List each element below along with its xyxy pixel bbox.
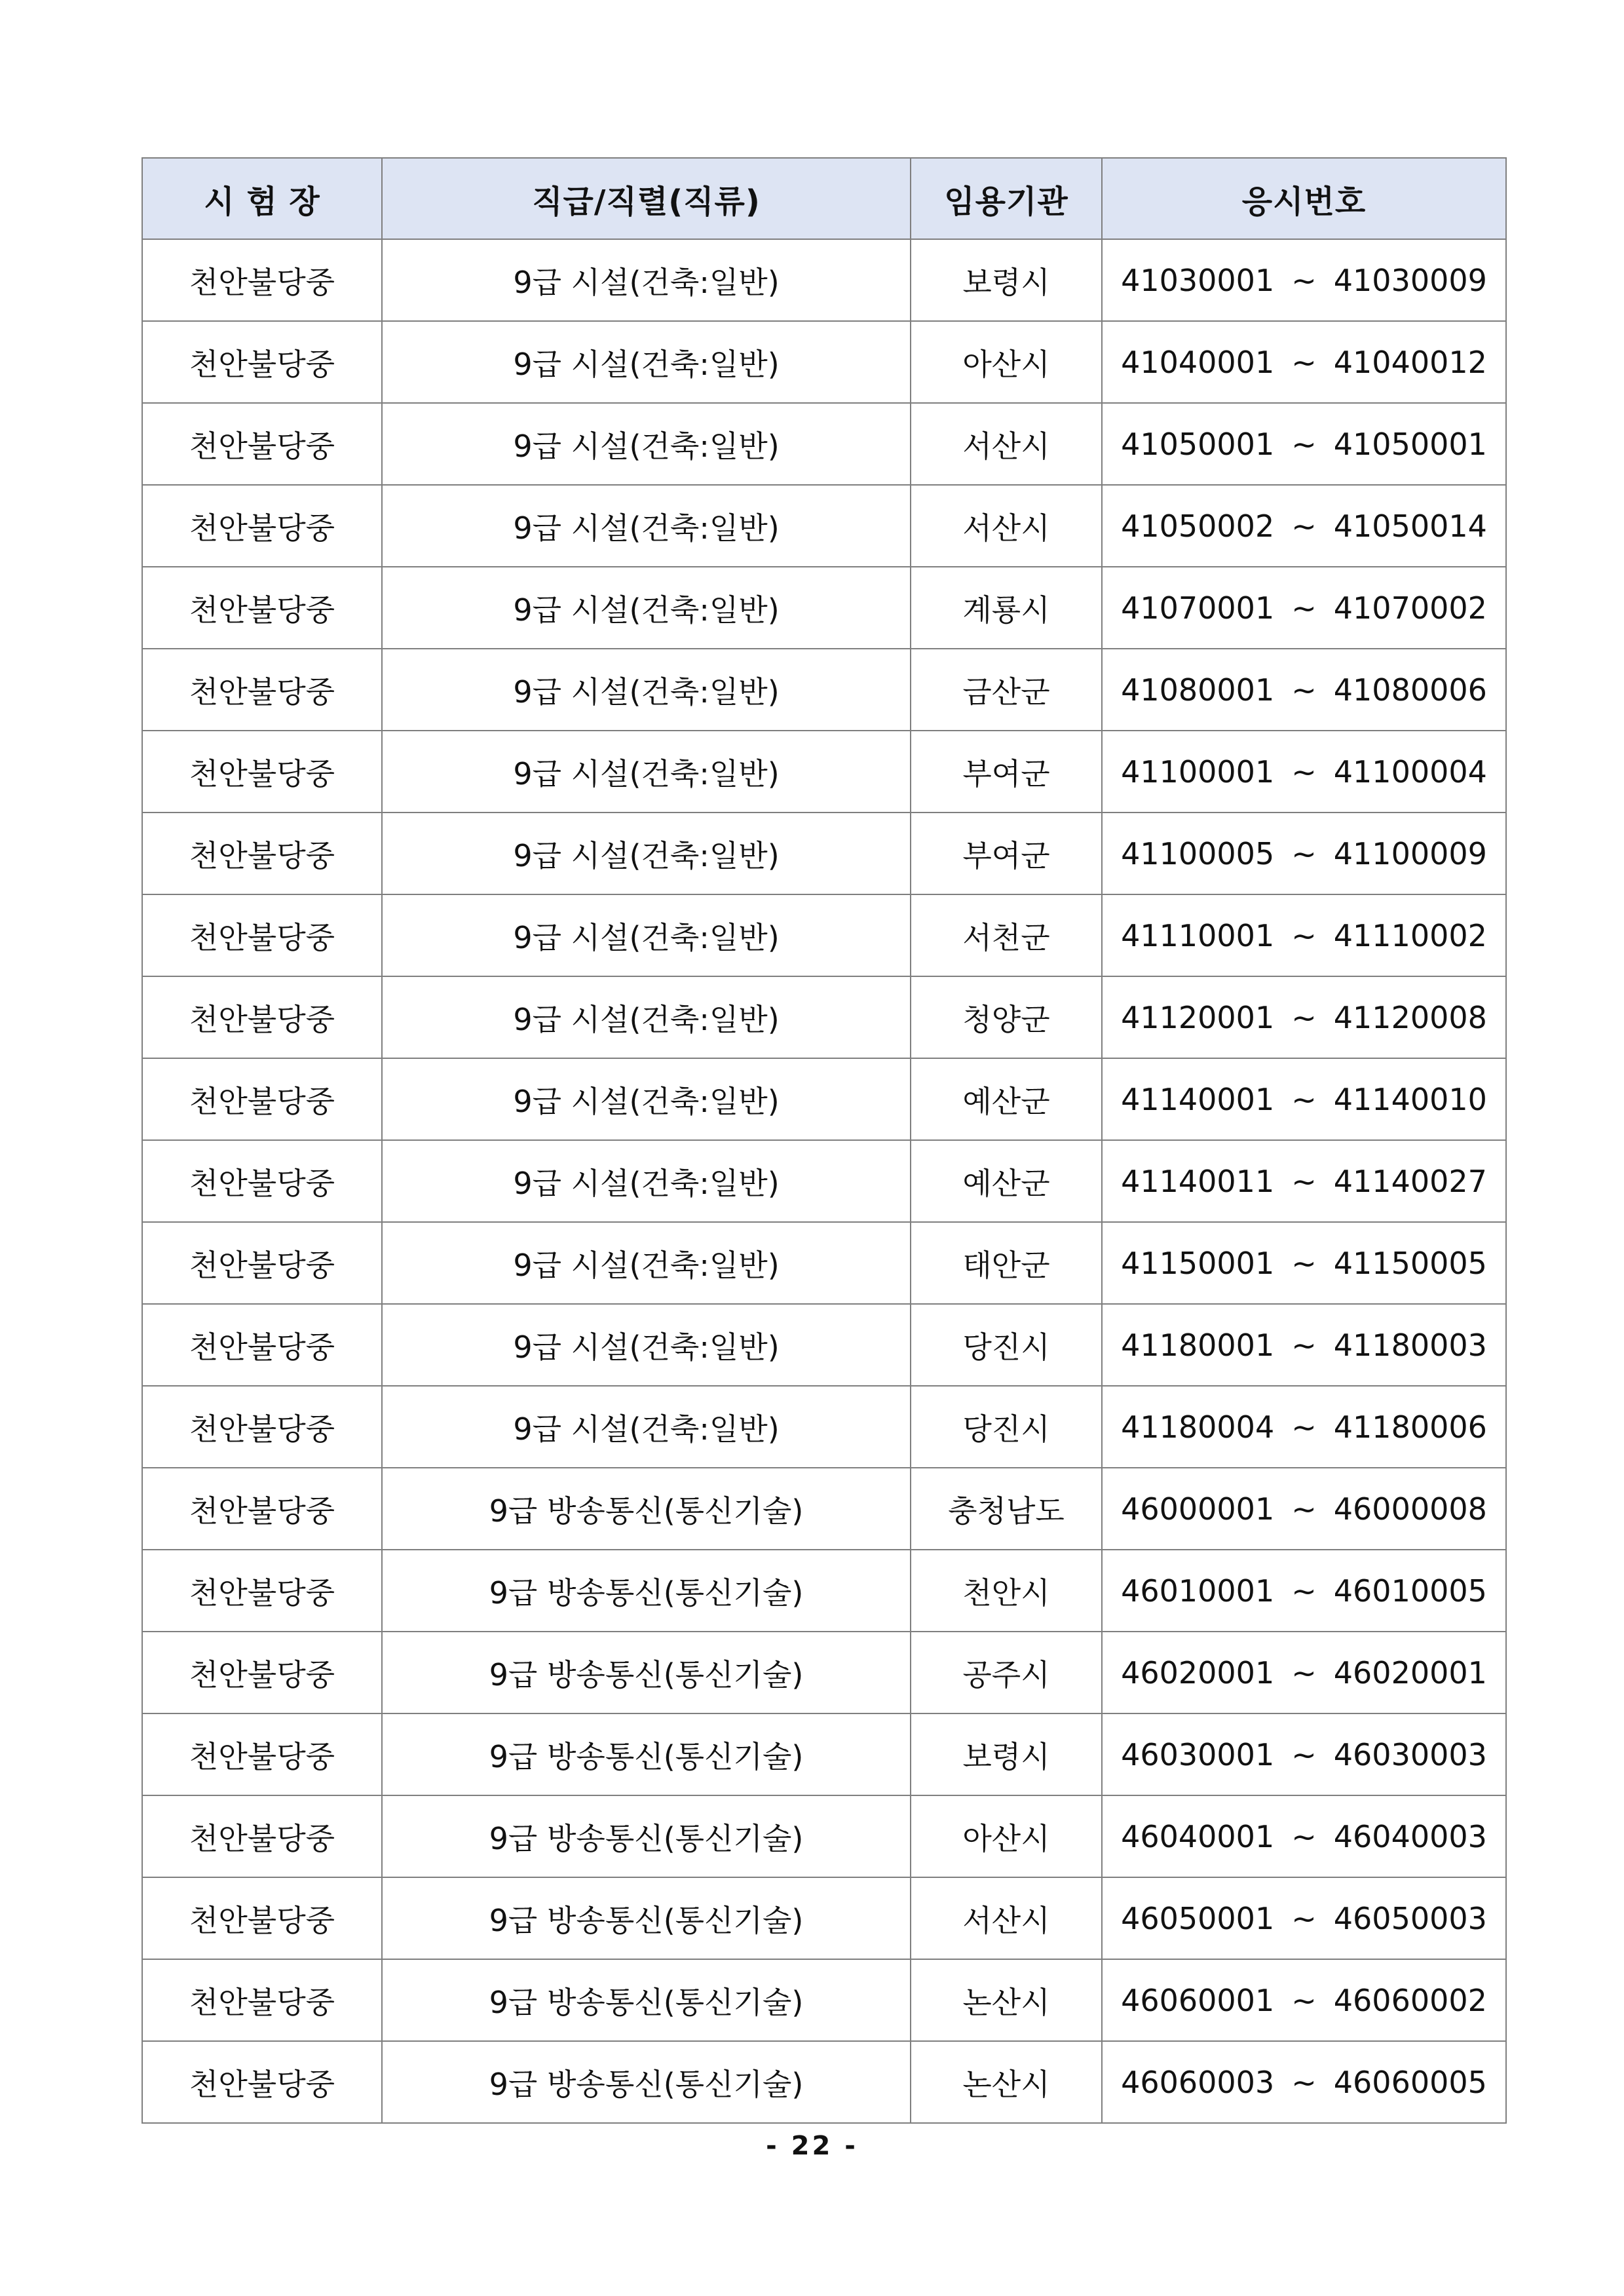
exam-site-cell: 천안불당중 [142,1468,382,1550]
grade-series-cell: 9급 시설(건축:일반) [382,321,911,403]
table-row [142,1959,1506,2041]
exam-site-cell: 천안불당중 [142,1713,382,1795]
exam-number-range-cell [1102,1058,1506,1140]
range-separator: ~ [1291,1081,1317,1117]
range-end: 41050001 [1333,426,1487,462]
range-start: 41040001 [1121,344,1275,380]
header-row [142,158,1506,239]
range-end: 41040012 [1333,344,1487,380]
range-start: 46020001 [1121,1655,1275,1691]
appointing-agency-cell: 논산시 [911,1959,1102,2041]
table-row [142,1713,1506,1795]
exam-number-range-cell [1102,1468,1506,1550]
exam-site-cell: 천안불당중 [142,731,382,813]
range-start: 41100005 [1121,835,1275,871]
range-start: 41070001 [1121,590,1275,626]
range-end: 46050003 [1333,1900,1487,1936]
table-row [142,1795,1506,1877]
range-separator: ~ [1291,426,1317,462]
exam-site-cell: 천안불당중 [142,1304,382,1386]
appointing-agency-cell: 보령시 [911,239,1102,321]
grade-series-cell: 9급 방송통신(통신기술) [382,1795,911,1877]
table-row [142,1058,1506,1140]
range-start: 41100001 [1121,754,1275,790]
appointing-agency-cell: 충청남도 [911,1468,1102,1550]
range-start: 41140011 [1121,1163,1275,1199]
exam-assignment-table [142,157,1507,2124]
range-end: 46020001 [1333,1655,1487,1691]
range-separator: ~ [1291,1245,1317,1281]
exam-number-range-cell [1102,321,1506,403]
range-start: 46050001 [1121,1900,1275,1936]
range-start: 46060001 [1121,1982,1275,2018]
exam-site-cell: 천안불당중 [142,976,382,1058]
appointing-agency-cell: 금산군 [911,649,1102,731]
grade-series-cell: 9급 시설(건축:일반) [382,894,911,976]
range-separator: ~ [1291,1327,1317,1363]
exam-site-cell: 천안불당중 [142,813,382,894]
range-separator: ~ [1291,672,1317,708]
appointing-agency-cell: 계룡시 [911,567,1102,649]
exam-number-range-cell [1102,2041,1506,2123]
exam-site-cell: 천안불당중 [142,1550,382,1632]
range-start: 41110001 [1121,917,1275,953]
grade-series-cell: 9급 시설(건축:일반) [382,239,911,321]
range-separator: ~ [1291,590,1317,626]
header-grade-series: 직급/직렬(직류) [382,158,911,239]
range-start: 41120001 [1121,999,1275,1035]
range-end: 41100004 [1333,754,1487,790]
appointing-agency-cell: 천안시 [911,1550,1102,1632]
table-body [142,239,1506,2123]
exam-number-range-cell [1102,976,1506,1058]
exam-site-cell: 천안불당중 [142,1386,382,1468]
appointing-agency-cell: 예산군 [911,1140,1102,1222]
grade-series-cell: 9급 시설(건축:일반) [382,813,911,894]
table-row [142,321,1506,403]
range-start: 41050002 [1121,508,1275,544]
exam-number-range-cell [1102,1304,1506,1386]
grade-series-cell: 9급 시설(건축:일반) [382,1222,911,1304]
range-separator: ~ [1291,835,1317,871]
exam-number-range-cell [1102,1386,1506,1468]
range-separator: ~ [1291,508,1317,544]
range-end: 41140010 [1333,1081,1487,1117]
table-row [142,567,1506,649]
range-end: 41080006 [1333,672,1487,708]
range-separator: ~ [1291,1900,1317,1936]
appointing-agency-cell: 서천군 [911,894,1102,976]
table-row [142,1304,1506,1386]
grade-series-cell: 9급 방송통신(통신기술) [382,1468,911,1550]
range-separator: ~ [1291,344,1317,380]
exam-number-range-cell [1102,1795,1506,1877]
range-separator: ~ [1291,1409,1317,1445]
exam-number-range-cell [1102,485,1506,567]
page-number: - 22 - [766,2131,858,2161]
exam-site-cell: 천안불당중 [142,1795,382,1877]
appointing-agency-cell: 당진시 [911,1386,1102,1468]
exam-number-range-cell [1102,567,1506,649]
exam-site-cell: 천안불당중 [142,1222,382,1304]
exam-site-cell: 천안불당중 [142,485,382,567]
appointing-agency-cell: 아산시 [911,321,1102,403]
exam-number-range-cell [1102,1550,1506,1632]
table-row [142,403,1506,485]
table-row [142,239,1506,321]
range-end: 46060005 [1333,2064,1487,2100]
exam-site-cell: 천안불당중 [142,1959,382,2041]
exam-number-range-cell [1102,1959,1506,2041]
range-end: 46010005 [1333,1573,1487,1609]
grade-series-cell: 9급 시설(건축:일반) [382,403,911,485]
appointing-agency-cell: 당진시 [911,1304,1102,1386]
range-end: 41050014 [1333,508,1487,544]
appointing-agency-cell: 서산시 [911,1877,1102,1959]
exam-number-range-cell [1102,813,1506,894]
table-header [142,158,1506,239]
grade-series-cell: 9급 시설(건축:일반) [382,567,911,649]
range-end: 41030009 [1333,262,1487,298]
grade-series-cell: 9급 방송통신(통신기술) [382,2041,911,2123]
grade-series-cell: 9급 시설(건축:일반) [382,485,911,567]
exam-site-cell: 천안불당중 [142,567,382,649]
appointing-agency-cell: 부여군 [911,731,1102,813]
range-separator: ~ [1291,1736,1317,1772]
range-end: 46030003 [1333,1736,1487,1772]
exam-site-cell: 천안불당중 [142,1058,382,1140]
exam-site-cell: 천안불당중 [142,1140,382,1222]
exam-number-range-cell [1102,894,1506,976]
range-start: 46040001 [1121,1818,1275,1854]
range-separator: ~ [1291,1163,1317,1199]
range-end: 46040003 [1333,1818,1487,1854]
range-end: 41180003 [1333,1327,1487,1363]
header-exam-site: 시 험 장 [142,158,382,239]
appointing-agency-cell: 논산시 [911,2041,1102,2123]
table-row [142,1140,1506,1222]
appointing-agency-cell: 예산군 [911,1058,1102,1140]
grade-series-cell: 9급 방송통신(통신기술) [382,1877,911,1959]
grade-series-cell: 9급 시설(건축:일반) [382,1304,911,1386]
header-exam-number: 응시번호 [1102,158,1506,239]
grade-series-cell: 9급 방송통신(통신기술) [382,1550,911,1632]
header-appointing-agency: 임용기관 [911,158,1102,239]
grade-series-cell: 9급 방송통신(통신기술) [382,1632,911,1713]
table-row [142,2041,1506,2123]
exam-number-range-cell [1102,731,1506,813]
range-start: 46010001 [1121,1573,1275,1609]
exam-number-range-cell [1102,1713,1506,1795]
table-row [142,1222,1506,1304]
grade-series-cell: 9급 방송통신(통신기술) [382,1713,911,1795]
appointing-agency-cell: 서산시 [911,403,1102,485]
range-separator: ~ [1291,1573,1317,1609]
range-separator: ~ [1291,754,1317,790]
range-separator: ~ [1291,1655,1317,1691]
exam-site-cell: 천안불당중 [142,894,382,976]
range-start: 41030001 [1121,262,1275,298]
range-start: 46000001 [1121,1491,1275,1527]
range-end: 41150005 [1333,1245,1487,1281]
range-separator: ~ [1291,262,1317,298]
grade-series-cell: 9급 방송통신(통신기술) [382,1959,911,2041]
appointing-agency-cell: 아산시 [911,1795,1102,1877]
table-row [142,1386,1506,1468]
range-start: 41180001 [1121,1327,1275,1363]
range-end: 41140027 [1333,1163,1487,1199]
exam-number-range-cell [1102,1877,1506,1959]
grade-series-cell: 9급 시설(건축:일반) [382,1140,911,1222]
table-row [142,649,1506,731]
exam-site-cell: 천안불당중 [142,239,382,321]
range-end: 41120008 [1333,999,1487,1035]
exam-site-cell: 천안불당중 [142,1877,382,1959]
grade-series-cell: 9급 시설(건축:일반) [382,731,911,813]
range-separator: ~ [1291,999,1317,1035]
exam-number-range-cell [1102,1632,1506,1713]
exam-site-cell: 천안불당중 [142,403,382,485]
range-start: 46030001 [1121,1736,1275,1772]
range-end: 41110002 [1333,917,1487,953]
appointing-agency-cell: 태안군 [911,1222,1102,1304]
appointing-agency-cell: 서산시 [911,485,1102,567]
range-end: 41180006 [1333,1409,1487,1445]
range-end: 41070002 [1333,590,1487,626]
range-end: 46060002 [1333,1982,1487,2018]
range-separator: ~ [1291,917,1317,953]
exam-number-range-cell [1102,403,1506,485]
appointing-agency-cell: 보령시 [911,1713,1102,1795]
exam-number-range-cell [1102,239,1506,321]
range-end: 46000008 [1333,1491,1487,1527]
range-start: 41180004 [1121,1409,1275,1445]
range-start: 41050001 [1121,426,1275,462]
exam-number-range-cell [1102,1222,1506,1304]
grade-series-cell: 9급 시설(건축:일반) [382,1386,911,1468]
appointing-agency-cell: 청양군 [911,976,1102,1058]
table-row [142,813,1506,894]
range-end: 41100009 [1333,835,1487,871]
exam-site-cell: 천안불당중 [142,321,382,403]
table-row [142,1468,1506,1550]
exam-number-range-cell [1102,649,1506,731]
range-separator: ~ [1291,1982,1317,2018]
range-separator: ~ [1291,1818,1317,1854]
range-start: 46060003 [1121,2064,1275,2100]
exam-site-cell: 천안불당중 [142,2041,382,2123]
appointing-agency-cell: 부여군 [911,813,1102,894]
exam-site-cell: 천안불당중 [142,1632,382,1713]
range-start: 41140001 [1121,1081,1275,1117]
range-start: 41080001 [1121,672,1275,708]
table-row [142,731,1506,813]
grade-series-cell: 9급 시설(건축:일반) [382,1058,911,1140]
table-row [142,976,1506,1058]
grade-series-cell: 9급 시설(건축:일반) [382,649,911,731]
grade-series-cell: 9급 시설(건축:일반) [382,976,911,1058]
range-separator: ~ [1291,2064,1317,2100]
table-row [142,894,1506,976]
exam-number-range-cell [1102,1140,1506,1222]
table-row [142,1632,1506,1713]
table-row [142,1877,1506,1959]
range-separator: ~ [1291,1491,1317,1527]
range-start: 41150001 [1121,1245,1275,1281]
table-row [142,485,1506,567]
exam-site-cell: 천안불당중 [142,649,382,731]
appointing-agency-cell: 공주시 [911,1632,1102,1713]
table-row [142,1550,1506,1632]
